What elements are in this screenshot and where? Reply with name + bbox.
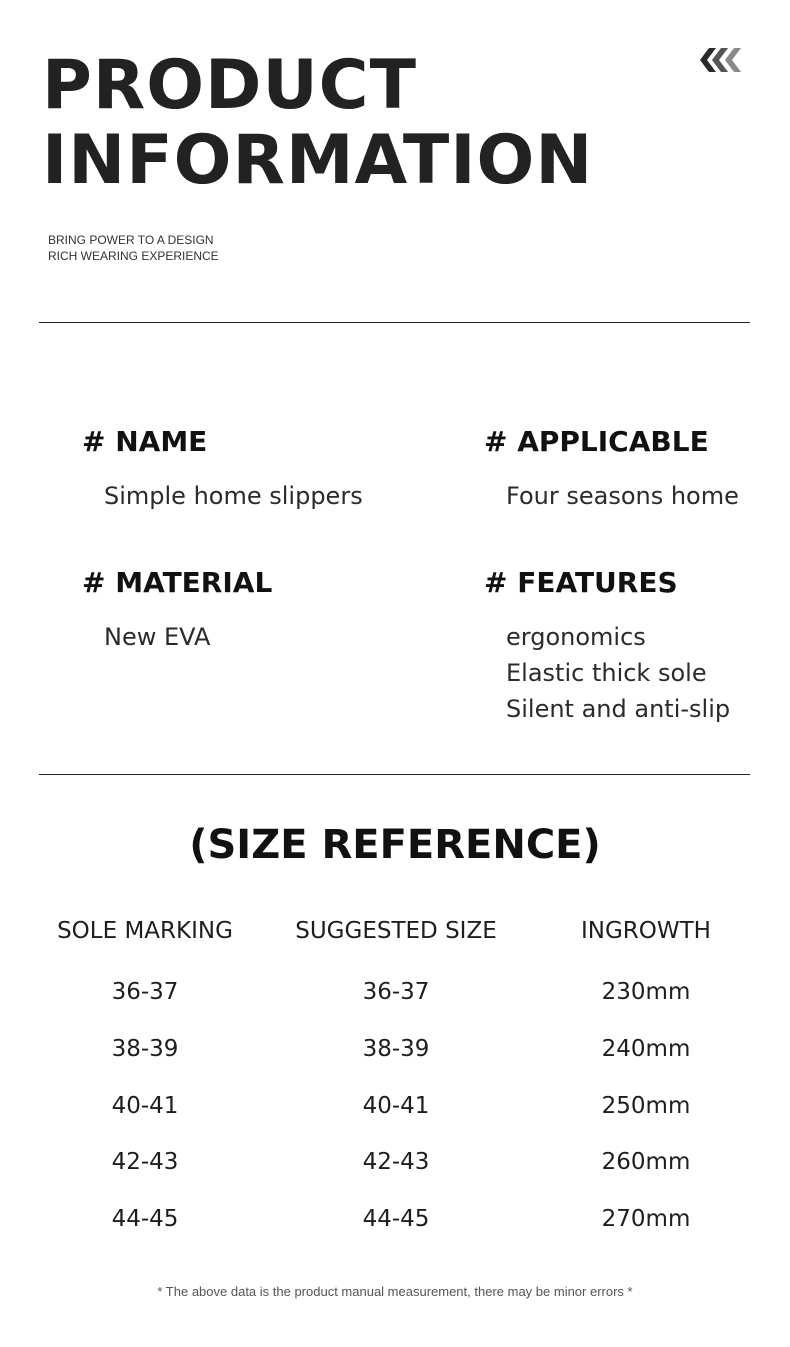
name-value: Simple home slippers (104, 482, 363, 510)
subtitle-line1: BRING POWER TO A DESIGN (48, 233, 214, 247)
table-cell-ingrowth: 250mm (601, 1093, 691, 1119)
table-cell-sole-marking: 40-41 (111, 1093, 179, 1119)
page-title-line2: INFORMATION (42, 121, 594, 200)
table-cell-suggested-size: 40-41 (362, 1093, 430, 1119)
table-cell-ingrowth: 260mm (601, 1149, 691, 1175)
features-value-1: ergonomics (506, 623, 646, 651)
page-title-line1: PRODUCT (42, 46, 417, 125)
table-cell-ingrowth: 240mm (601, 1036, 691, 1062)
column-header-ingrowth: INGROWTH (581, 918, 711, 944)
column-header-suggested-size: SUGGESTED SIZE (295, 918, 497, 944)
table-cell-suggested-size: 44-45 (362, 1206, 430, 1232)
table-cell-suggested-size: 42-43 (362, 1149, 430, 1175)
triple-chevron-left-icon (697, 44, 747, 76)
column-header-sole-marking: SOLE MARKING (57, 918, 233, 944)
features-heading: # FEATURES (484, 566, 678, 599)
divider-middle (39, 774, 750, 775)
material-value: New EVA (104, 623, 211, 651)
table-cell-suggested-size: 36-37 (362, 979, 430, 1005)
material-heading: # MATERIAL (82, 566, 273, 599)
features-value-2: Elastic thick sole (506, 659, 707, 687)
table-cell-sole-marking: 38-39 (111, 1036, 179, 1062)
applicable-heading: # APPLICABLE (484, 425, 709, 458)
subtitle-line2: RICH WEARING EXPERIENCE (48, 249, 219, 263)
divider-top (39, 322, 750, 323)
table-cell-ingrowth: 230mm (601, 979, 691, 1005)
table-cell-sole-marking: 44-45 (111, 1206, 179, 1232)
features-value-3: Silent and anti-slip (506, 695, 731, 723)
applicable-value: Four seasons home (506, 482, 739, 510)
table-cell-sole-marking: 36-37 (111, 979, 179, 1005)
measurement-footnote: * The above data is the product manual measurement, there may be minor errors * (157, 1284, 633, 1299)
table-cell-ingrowth: 270mm (601, 1206, 691, 1232)
table-cell-suggested-size: 38-39 (362, 1036, 430, 1062)
table-cell-sole-marking: 42-43 (111, 1149, 179, 1175)
size-reference-title: (SIZE REFERENCE) (189, 822, 601, 868)
name-heading: # NAME (82, 425, 208, 458)
